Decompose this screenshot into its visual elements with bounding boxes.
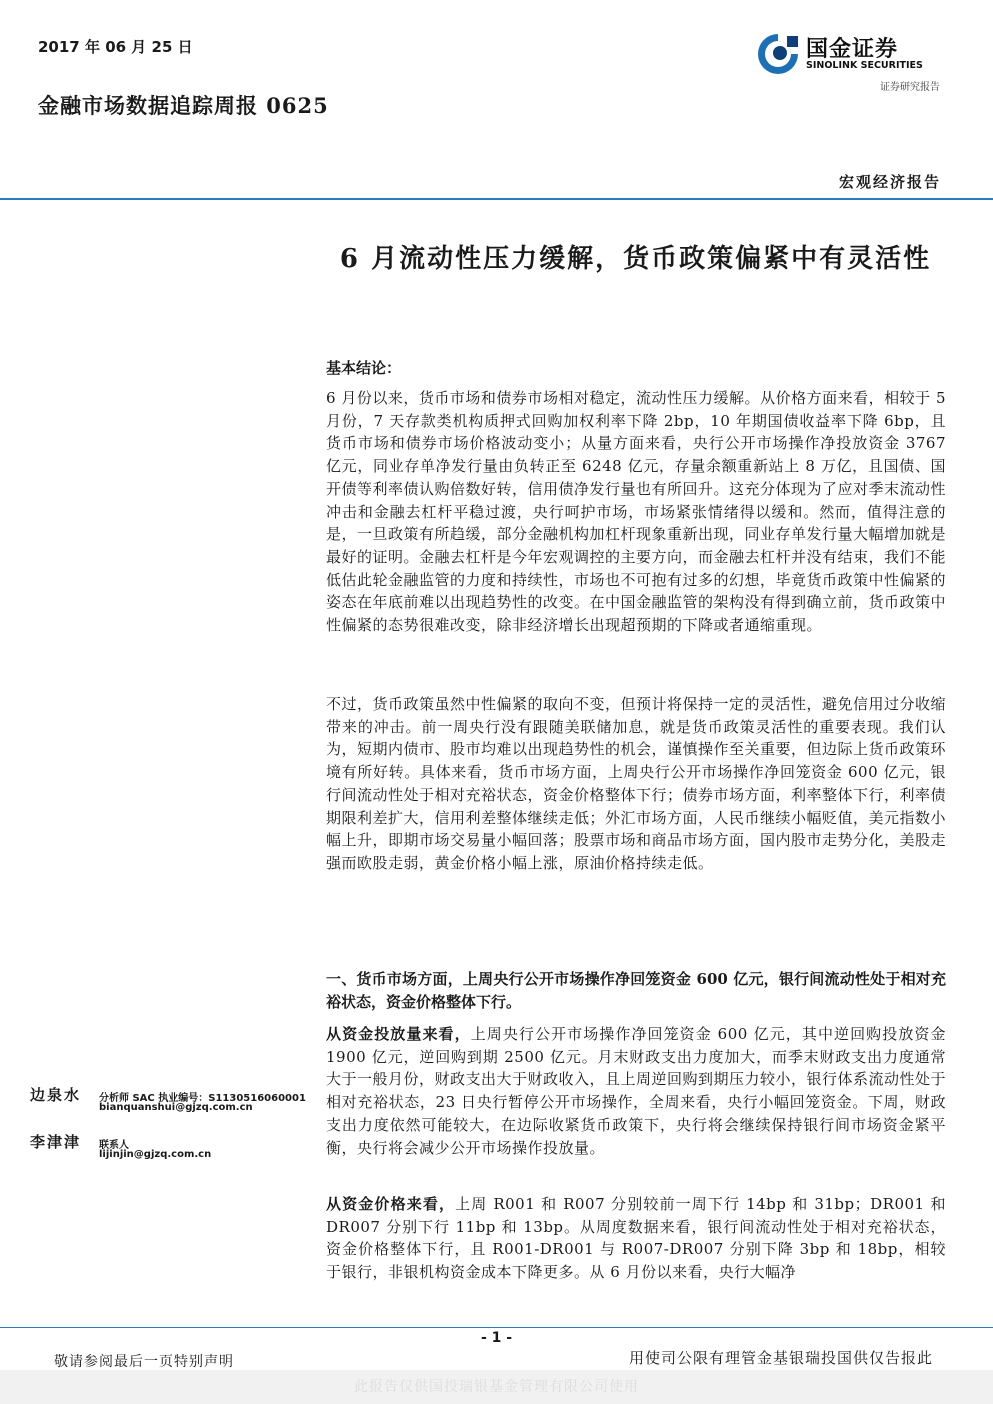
report-date: 2017 年 06 月 25 日	[38, 38, 193, 56]
paragraph-text: 上周央行公开市场操作净回笼资金 600 亿元，其中逆回购投放资金 1900 亿元，逆回购到期 2500 亿元。月末财政支出力度加大，而季末财政支出力度通常大于一般月份，财政支出大于财政收入，且上周逆回购到期压力较小，银行体系流动性处于相对充裕状态，23 日央行暂停公开市场操作，全周来看，央行小幅回笼资金。下周，财政支出力度依然可能较大，在边际收紧货币政策下，央行将会继续保持银行间市场资金紧平衡，央行将会减少公开市场操作投放量。	[326, 1025, 947, 1157]
section-paragraph-funding-volume	[326, 1023, 946, 1159]
paragraph-lead: 从资金价格来看，	[326, 1195, 456, 1213]
analyst-role: 联系人	[99, 1140, 129, 1151]
page-title: 6 月流动性压力缓解，货币政策偏紧中有灵活性	[339, 244, 932, 274]
conclusion-paragraph-2: 不过，货币政策虽然中性偏紧的取向不变，但预计将保持一定的灵活性，避免信用过分收缩带来的冲击。前一周央行没有跟随美联储加息，就是货币政策灵活性的重要表现。我们认为，短期内债市、股市均难以出现趋势性的机会，谨慎操作至关重要，但边际上货币政策环境有所好转。具体来看，货币市场方面，上周央行公开市场操作净回笼资金 600 亿元，银行间流动性处于相对充裕状态，资金价格整体下行；债券市场方面，利率整体下行，利率债期限利差扩大，信用利差整体继续走低；外汇市场方面，人民币继续小幅贬值，美元指数小幅上升，即期市场交易量小幅回落；股票市场和商品市场方面，国内股市走势分化，美股走强而欧股走弱，黄金价格小幅上涨，原油价格持续走低。	[326, 695, 947, 872]
section-heading-money-market: 一、货币市场方面，上周央行公开市场操作净回笼资金 600 亿元，银行间流动性处于相对充裕状态，资金价格整体下行。	[326, 970, 946, 1011]
analyst-email[interactable]: bianquanshui@gjzq.com.cn	[99, 1102, 253, 1113]
logo-english-name: SINOLINK SECURITIES	[806, 60, 923, 71]
logo-subtitle: 证券研究报告	[880, 82, 940, 93]
paragraph-lead: 从资金投放量来看，	[326, 1025, 471, 1043]
analyst-email[interactable]: lijinjin@gjzq.com.cn	[99, 1149, 212, 1160]
footer-disclaimer: 敬请参阅最后一页特别声明	[54, 1354, 234, 1370]
page-number: - 1 -	[480, 1330, 513, 1346]
header-divider	[0, 198, 993, 200]
section-paragraph-funding-price	[326, 1193, 946, 1284]
analyst-name: 边泉水	[30, 1086, 82, 1104]
logo-chinese-name: 国金证券	[806, 37, 899, 62]
footer-usage-note: 用使司公限有理管金基银瑞投国供仅告报此	[628, 1349, 933, 1367]
footer-watermark: 此报告仅供国投瑞银基金管理有限公司使用	[0, 1370, 993, 1404]
footer-divider	[0, 1327, 993, 1328]
analyst-role: 分析师 SAC 执业编号：S1130516060001	[99, 1093, 306, 1104]
sinolink-logo-icon	[756, 32, 800, 76]
paragraph-text: 上周 R001 和 R007 分别较前一周下行 14bp 和 31bp；DR001 和 DR007 分别下行 11bp 和 13bp。从周度数据来看，银行间流动性处于相对充裕状态，资金价格整体下行，且 R001-DR001 与 R007-DR007 分别下降 3bp 和 18bp，相较于银行，非银机构资金成本下降更多。从 6 月份以来看，央行大幅净	[326, 1195, 946, 1282]
conclusion-heading: 基本结论：	[326, 359, 402, 377]
report-type: 宏观经济报告	[838, 173, 941, 191]
conclusion-paragraph-1: 6 月份以来，货币市场和债券市场相对稳定，流动性压力缓解。从价格方面来看，相较于 5 月份，7 天存款类机构质押式回购加权利率下降 2bp，10 年期国债收益率下降 6bp，且货币市场和债券市场价格波动变小；从量方面来看，央行公开市场操作净投放资金 3767 亿元，同业存单净发行量由负转正至 6248 亿元，存量余额重新站上 8 万亿，且国债、国开债等利率债认购倍数好转，信用债净发行量也有所回升。这充分体现为了应对季末流动性冲击和金融去杠杆平稳过渡，央行呵护市场，市场紧张情绪得以缓和。然而，值得注意的是，一旦政策有所趋缓，部分金融机构加杠杆现象重新出现，同业存单发行量大幅增加就是最好的证明。金融去杠杆是今年宏观调控的主要方向，而金融去杠杆并没有结束，我们不能低估此轮金融监管的力度和持续性，市场也不可抱有过多的幻想，毕竟货币政策中性偏紧的姿态在年底前难以出现趋势性的改变。在中国金融监管的架构没有得到确立前，货币政策中性偏紧的态势很难改变，除非经济增长出现超预期的下降或者通缩重现。	[326, 389, 947, 635]
sinolink-logo	[756, 30, 946, 94]
report-series-title: 金融市场数据追踪周报 0625	[38, 93, 329, 118]
analyst-name: 李津津	[30, 1133, 82, 1151]
